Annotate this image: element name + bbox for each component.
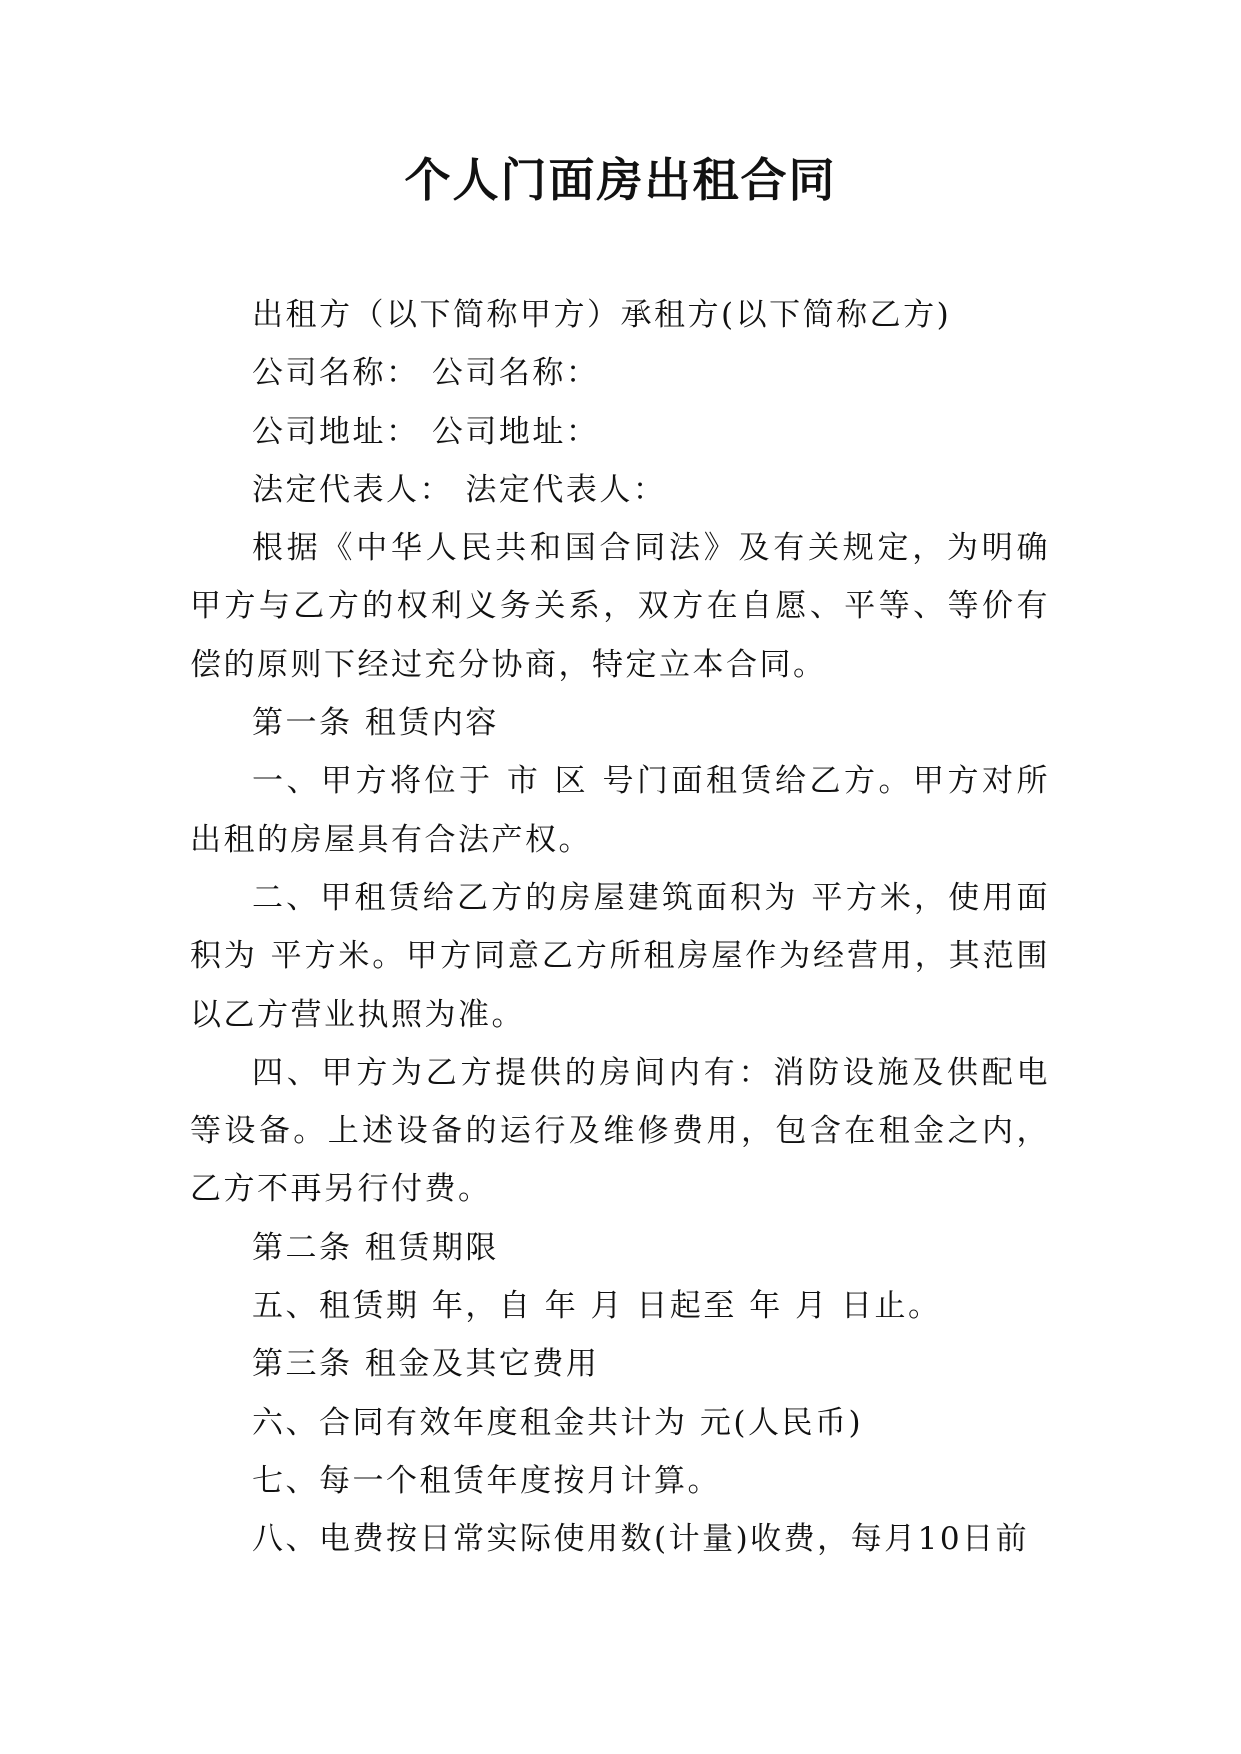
- document-title: 个人门面房出租合同: [404, 153, 837, 207]
- company-address-line: 公司地址： 公司地址：: [252, 413, 600, 450]
- legal-representative-line: 法定代表人： 法定代表人：: [252, 471, 667, 508]
- party-intro-line: 出租方（以下简称甲方）承租方(以下简称乙方): [252, 297, 952, 333]
- clause-4: 四、甲方为乙方提供的房间内有：消防设施及供配电等设备。上述设备的运行及维修费用，包含在租金之内，乙方不再另行付费。: [190, 1054, 1050, 1208]
- article-2-heading: 第二条 租赁期限: [252, 1229, 499, 1266]
- article-3-heading: 第三条 租金及其它费用: [252, 1346, 600, 1383]
- clause-6: 六、合同有效年度租金共计为 元(人民币): [252, 1404, 864, 1441]
- clause-7: 七、每一个租赁年度按月计算。: [252, 1462, 721, 1499]
- document-body: [190, 286, 1050, 1569]
- preamble-paragraph: 根据《中华人民共和国合同法》及有关规定，为明确甲方与乙方的权利义务关系，双方在自愿、平等、等价有偿的原则下经过充分协商，特定立本合同。: [190, 530, 1050, 683]
- clause-1: 一、甲方将位于 市 区 号门面租赁给乙方。甲方对所出租的房屋具有合法产权。: [190, 763, 1050, 858]
- clause-8: 八、电费按日常实际使用数(计量)收费，每月10日前: [252, 1521, 1030, 1558]
- clause-2: 二、甲租赁给乙方的房屋建筑面积为 平方米，使用面积为 平方米。甲方同意乙方所租房屋作为经营用，其范围以乙方营业执照为准。: [190, 879, 1050, 1033]
- company-name-line: 公司名称： 公司名称：: [252, 355, 600, 392]
- clause-5: 五、租赁期 年，自 年 月 日起至 年 月 日止。: [252, 1288, 942, 1325]
- article-1-heading: 第一条 租赁内容: [252, 705, 499, 742]
